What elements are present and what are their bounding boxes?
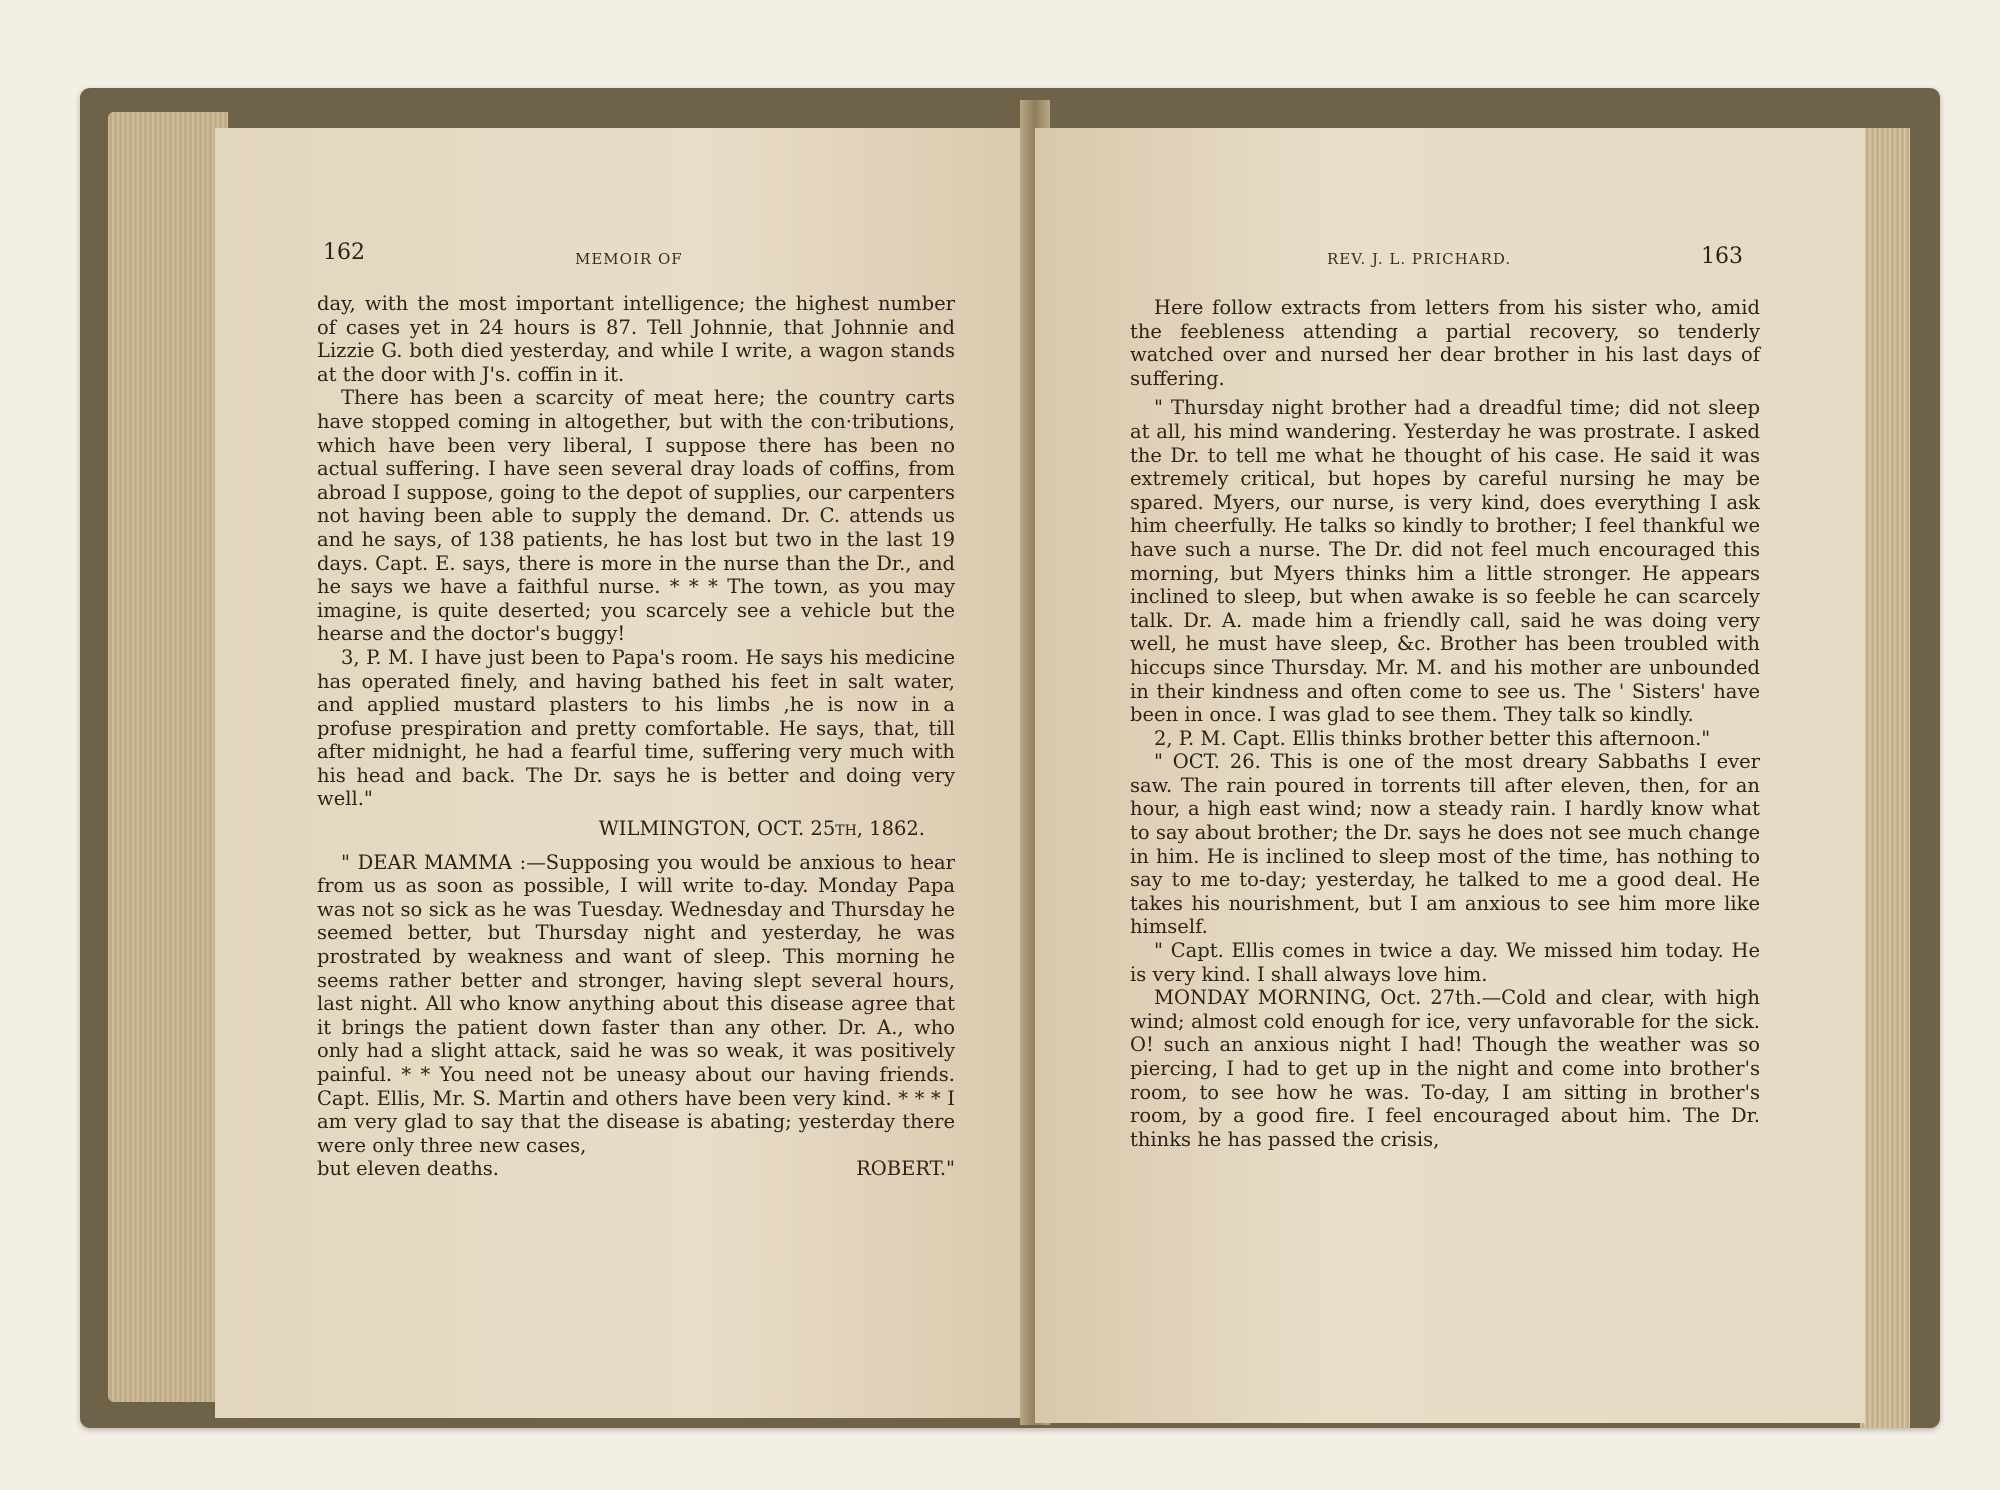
right-paragraph-4: " OCT. 26. This is one of the most dreary Sabbaths I ever saw. The rain poured in torrents till after eleven, then, for an hour, a high east wind; now a steady rain. I hardly know what to say about brother; the Dr. says he does not see much change in him. He is inclined to sleep most of the time, has nothing to say to me to-day; yesterday, he talked to me a good deal. He takes his nourishment, but I am anxious to see him more like himself. (1130, 750, 1760, 939)
left-paragraph-2: There has been a scarcity of meat here; the country carts have stopped coming in altogether, but with the con·tributions, which have been very liberal, I suppose there has been no actual suffering. I have seen several dray loads of coffins, from abroad I suppose, going to the depot of supplies, our carpenters not having been able to supply the demand. Dr. C. attends us and he says, of 138 patients, he has lost but two in the last 19 days. Capt. E. says, there is more in the nurse than the Dr., and he says we have a faithful nurse. * * * The town, as you may imagine, is quite deserted; you scarcely see a vehicle but the hearse and the doctor's buggy! (317, 386, 955, 646)
left-page-body (317, 292, 955, 1181)
page-edges-left (108, 112, 228, 1402)
left-page (215, 128, 1030, 1418)
right-paragraph-1: Here follow extracts from letters from his sister who, amid the feebleness attending a partial recovery, so tenderly watched over and nursed her dear brother in his last days of suffering. (1130, 296, 1760, 390)
letter-body: " DEAR MAMMA :—Supposing you would be anxious to hear from us as soon as possible, I will write to-day. Monday Papa was not so sick as he was Tuesday. Wednesday and Thursday he seemed better, but Thursday night and yesterday, he was prostrated by weakness and want of sleep. This morning he seems rather better and stronger, having slept several hours, last night. All who know anything about this disease agree that it brings the patient down faster than any other. Dr. A., who only had a slight attack, said he was so weak, it was positively painful. * * You need not be uneasy about our having friends. Capt. Ellis, Mr. S. Martin and others have been very kind. * * * I am very glad to say that the disease is abating; yesterday there were only three new cases, (317, 850, 955, 1157)
right-running-head: REV. J. L. PRICHARD. (1327, 250, 1512, 268)
right-page-body (1130, 296, 1760, 1151)
right-paragraph-2: " Thursday night brother had a dreadful time; did not sleep at all, his mind wandering. Yesterday he was prostrate. I asked the Dr. to tell me what he thought of his case. He said it was extremely critical, but hopes by careful nursing he may be spared. Myers, our nurse, is very kind, does everything I ask him cheerfully. He talks so kindly to brother; I feel thankful we have such a nurse. The Dr. did not feel much encouraged this morning, but Myers thinks him a little stronger. He appears inclined to sleep, but when awake is so feeble he can scarcely talk. Dr. A. made him a friendly call, said he was doing very well, he must have sleep, &c. Brother has been troubled with hiccups since Thursday. Mr. M. and his mother are unbounded in their kindness and often come to see us. The ' Sisters' have been in once. I was glad to see them. They talk so kindly. (1130, 396, 1760, 727)
left-paragraph-3: 3, P. M. I have just been to Papa's room. He says his medicine has operated finely, and having bathed his feet in salt water, and applied mustard plasters to his limbs ,he is now in a profuse prespiration and pretty comfortable. He says, that, till after midnight, he had a fearful time, suffering very much with his head and back. The Dr. says he is better and doing very well." (317, 645, 955, 811)
right-page-number: 163 (1701, 244, 1743, 269)
right-page (1035, 128, 1865, 1423)
letter-end: but eleven deaths. (317, 1157, 499, 1181)
letter-signature: ROBERT." (856, 1157, 955, 1181)
right-paragraph-6: MONDAY MORNING, Oct. 27th.—Cold and clear, with high wind; almost cold enough for ice, very unfavorable for the sick. O! such an anxious night I had! Though the weather was so piercing, I had to get up in the night and come into brother's room, to see how he was. To-day, I am sitting in brother's room, by a good fire. I feel encouraged about him. The Dr. thinks he has passed the crisis, (1130, 986, 1760, 1151)
page-edges-right (1860, 128, 1910, 1428)
letter-dateline: WILMINGTON, OCT. 25th, 1862. (598, 817, 925, 841)
letter-signoff (317, 1157, 955, 1181)
right-paragraph-3: 2, P. M. Capt. Ellis thinks brother better this afternoon." (1154, 726, 1711, 750)
left-page-number: 162 (323, 240, 365, 265)
left-running-head: MEMOIR OF (575, 250, 683, 268)
right-paragraph-5: " Capt. Ellis comes in twice a day. We missed him today. He is very kind. I shall always love him. (1130, 939, 1760, 986)
left-paragraph-1: day, with the most important intelligence; the highest number of cases yet in 24 hours is 87. Tell Johnnie, that Johnnie and Lizzie G. both died yesterday, and while I write, a wagon stands at the door with J's. coffin in it. (317, 292, 955, 386)
